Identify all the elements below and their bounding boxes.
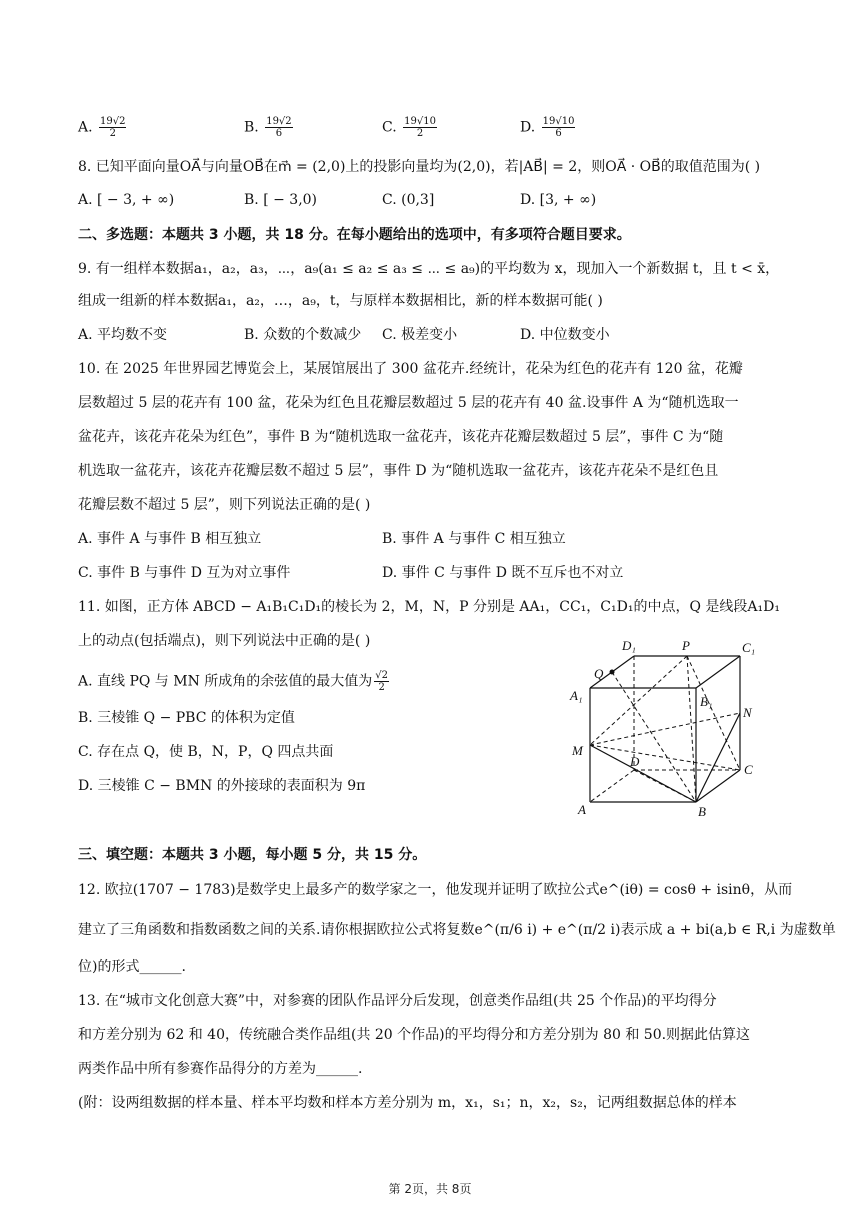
label-C: C	[744, 762, 753, 777]
section-heading-fill-in: 三、填空题：本题共 3 小题，每小题 5 分，共 15 分。	[78, 847, 427, 863]
label-N: N	[743, 705, 752, 720]
q11-option-c: C. 存在点 Q，使 B，N，P，Q 四点共面	[78, 744, 334, 760]
q8-option-d: D. [3, + ∞)	[520, 192, 597, 208]
q7-option-d: D. $\frac{19√10}{6}$	[520, 116, 575, 139]
q7-option-b: B. $\frac{19√2}{6}$	[244, 116, 292, 139]
q10-stem-line5: 花瓣层数不超过 5 层”，则下列说法正确的是( )	[78, 497, 371, 513]
q10-option-c: C. 事件 B 与事件 D 互为对立事件	[78, 565, 291, 581]
q10-option-d: D. 事件 C 与事件 D 既不互斥也不对立	[382, 565, 624, 581]
q13-stem-line4: (附：设两组数据的样本量、样本平均数和样本方差分别为 m，x₁，s₁；n，x₂，s₂，记两组数据总体的样本	[78, 1095, 737, 1111]
q7-option-c: C. $\frac{19√10}{2}$	[382, 116, 436, 139]
label-D: D	[630, 754, 640, 769]
label-B: B	[698, 804, 706, 819]
q12-stem-line3: 位)的形式______.	[78, 959, 186, 975]
section-heading-multiple-choice: 二、多选题：本题共 3 小题，共 18 分。在每小题给出的选项中，有多项符合题目要求。	[78, 227, 631, 243]
q10-stem-line1: 10. 在 2025 年世界园艺博览会上，某展馆展出了 300 盆花卉.经统计，花朵为红色的花卉有 120 盆，花瓣	[78, 361, 743, 377]
label-C1: C₁	[742, 640, 756, 655]
label-A: A	[578, 802, 586, 817]
q9-option-d: D. 中位数变小	[520, 327, 610, 343]
q10-stem-line3: 盆花卉，该花卉花朵为红色”，事件 B 为“随机选取一盆花卉，该花卉花瓣层数超过 5 层”，事件 C 为“随	[78, 429, 724, 445]
q11-option-d: D. 三棱锥 C − BMN 的外接球的表面积为 9π	[78, 778, 366, 794]
q9-stem-line1: 9. 有一组样本数据a₁，a₂，a₃，⋯，a₉(a₁ ≤ a₂ ≤ a₃ ≤ ⋯ ≤ a₉)的平均数为 x，现加入一个新数据 t，且 t < x̄，	[78, 261, 780, 277]
label-M: M	[572, 743, 583, 758]
q7-option-a: A. $\frac{19√2}{2}$	[78, 116, 126, 139]
q13-stem-line1: 13. 在“城市文化创意大赛”中，对参赛的团队作品评分后发现，创意类作品组(共 25 个作品)的平均得分	[78, 993, 717, 1009]
page-number: 第 2页，共 8页	[388, 1182, 472, 1196]
q10-option-b: B. 事件 A 与事件 C 相互独立	[382, 531, 566, 547]
q10-stem-line2: 层数超过 5 层的花卉有 100 盆，花朵为红色且花瓣层数超过 5 层的花卉有 40 盆.设事件 A 为“随机选取一	[78, 395, 739, 411]
q13-stem-line3: 两类作品中所有参赛作品得分的方差为______.	[78, 1061, 363, 1077]
q9-option-a: A. 平均数不变	[78, 327, 168, 343]
q12-stem-line2: 建立了三角函数和指数函数之间的关系.请你根据欧拉公式将复数e^(π/6 i) + e^(π/2 i)表示成 a + bi(a,b ∈ R,i 为虚数单	[78, 922, 836, 938]
q10-stem-line4: 机选取一盆花卉，该花卉花瓣层数不超过 5 层”，事件 D 为“随机选取一盆花卉，该花卉花朵不是红色且	[78, 463, 719, 479]
label-B1: B₁	[700, 694, 713, 709]
label-A1: A₁	[570, 688, 583, 703]
q8-option-c: C. (0,3]	[382, 192, 435, 208]
q8-option-a: A. [ − 3, + ∞)	[78, 192, 175, 208]
label-P: P	[682, 638, 690, 653]
q11-stem-line2: 上的动点(包括端点)，则下列说法中正确的是( )	[78, 633, 371, 649]
q8-option-b: B. [ − 3,0)	[244, 192, 318, 208]
label-Q: Q	[594, 666, 604, 681]
q13-stem-line2: 和方差分别为 62 和 40，传统融合类作品组(共 20 个作品)的平均得分和方差分别为 80 和 50.则据此估算这	[78, 1027, 751, 1043]
q11-stem-line1: 11. 如图，正方体 ABCD − A₁B₁C₁D₁的棱长为 2，M，N，P 分别是 AA₁，CC₁，C₁D₁的中点，Q 是线段A₁D₁	[78, 599, 780, 615]
q11-option-b: B. 三棱锥 Q − PBC 的体积为定值	[78, 710, 295, 726]
label-D1: D₁	[622, 638, 636, 653]
q9-stem-line2: 组成一组新的样本数据a₁，a₂，…，a₉，t，与原样本数据相比，新的样本数据可能( )	[78, 293, 603, 309]
cube-figure	[560, 630, 760, 830]
q12-stem-line1: 12. 欧拉(1707 − 1783)是数学史上最多产的数学家之一，他发现并证明了欧拉公式e^(iθ) = cosθ + isinθ，从而	[78, 882, 793, 898]
q9-option-b: B. 众数的个数减少	[244, 327, 362, 343]
q10-option-a: A. 事件 A 与事件 B 相互独立	[78, 531, 262, 547]
q8-stem: 8. 已知平面向量OA⃗与向量OB⃗在m⃗ = (2,0)上的投影向量均为(2,0)，若|AB⃗| = 2，则OA⃗ · OB⃗的取值范围为( )	[78, 159, 761, 175]
q11-option-a: A. 直线 PQ 与 MN 所成角的余弦值的最大值为 $\frac{√2}{2}$	[78, 670, 389, 693]
q9-option-c: C. 极差变小	[382, 327, 458, 343]
